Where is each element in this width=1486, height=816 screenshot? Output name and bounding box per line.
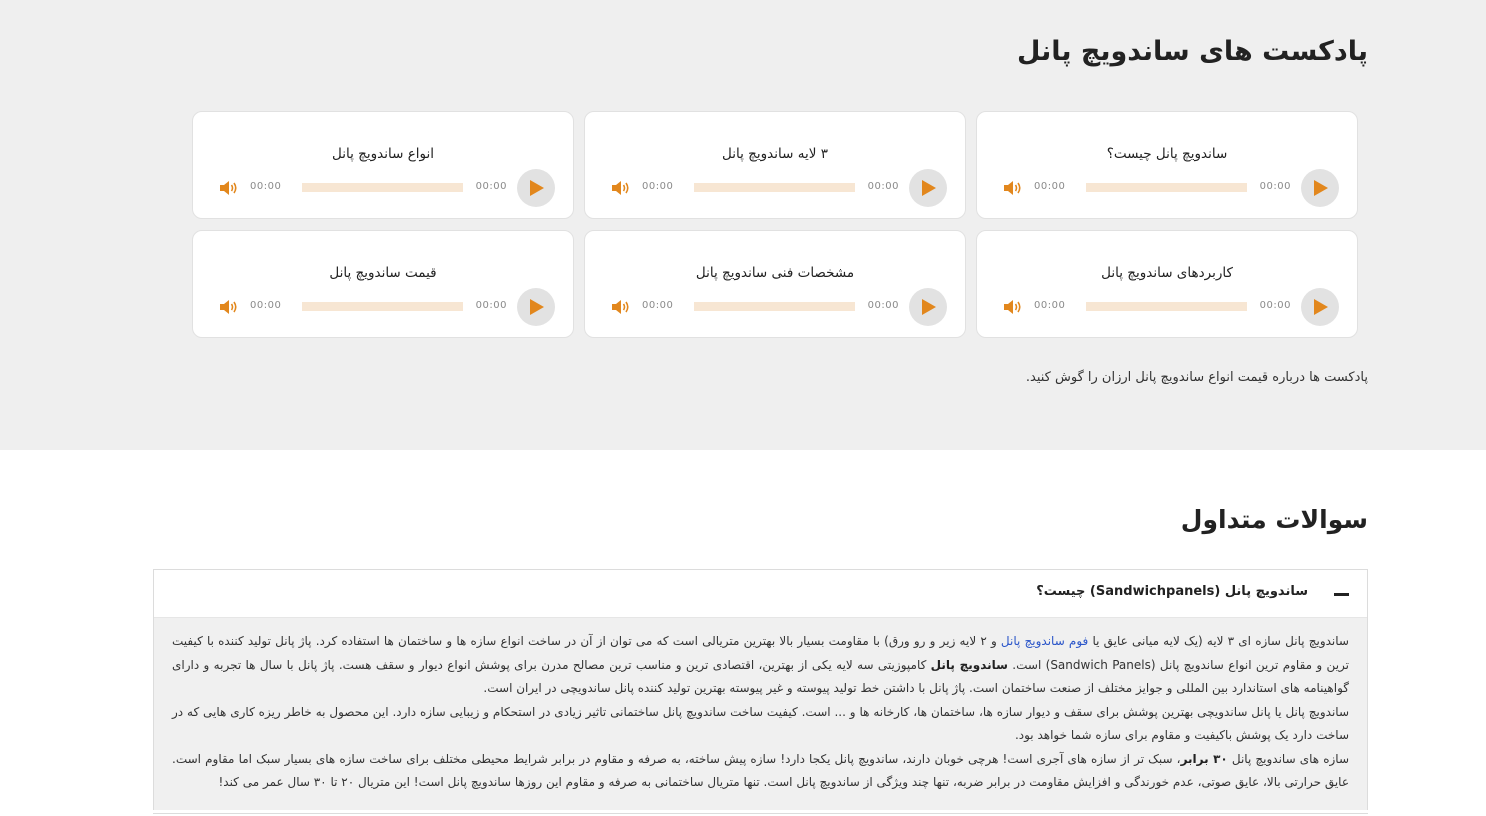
podcast-title: قیمت ساندویچ پانل: [329, 265, 437, 281]
podcast-card: [976, 230, 1358, 338]
current-time: 00:00: [1259, 181, 1291, 192]
play-icon: [1313, 299, 1328, 315]
volume-button[interactable]: [611, 180, 631, 196]
podcast-card: [192, 230, 574, 338]
duration: 00:00: [1034, 181, 1066, 192]
current-time: 00:00: [1259, 300, 1291, 311]
answer-bold-text: ساندویچ پانل: [930, 657, 1008, 672]
play-icon: [529, 299, 544, 315]
progress-bar[interactable]: [1086, 183, 1247, 192]
play-icon: [529, 180, 544, 196]
play-button[interactable]: [909, 288, 947, 326]
faq-item-header[interactable]: [154, 570, 1367, 618]
podcast-title: ساندویچ پانل چیست؟: [1106, 146, 1228, 162]
answer-text: و ۲ لایه زیر و رو ورق) با مقاومت بسیار بالا بهترین متریالی است که می توان از آن در ساخت انواع سازه ها و ساختمان ها استفاده کرد. پاژ پانل تولید کننده با کیفیت ترین و مقاوم ترین انواع ساندویچ پانل (Sandwich Panels) است.: [172, 634, 1349, 672]
play-button[interactable]: [517, 288, 555, 326]
current-time: 00:00: [475, 300, 507, 311]
faq-answer-paragraph: ساندویچ پانل یا پانل ساندویچی بهترین پوشش برای سقف و دیوار سازه ها، ساختمان ها، کارخانه ها و ... است. کیفیت ساخت ساندویچ پانل ساختمانی تاثیر زیادی در استحکام و زیبایی سازه دارد. این محصول به خاطر ریزه کاری هایی که در ساخت دارد یک پوشش باکیفیت و مقاوم برای سازه شما خواهد بود.: [172, 704, 1349, 742]
volume-icon: [219, 299, 239, 315]
duration: 00:00: [250, 181, 282, 192]
podcast-card: [584, 230, 966, 338]
volume-button[interactable]: [1003, 299, 1023, 315]
volume-icon: [1003, 180, 1023, 196]
podcast-card: [976, 111, 1358, 219]
progress-bar[interactable]: [1086, 302, 1247, 311]
faq-item: [153, 569, 1368, 810]
podcast-title: ۳ لایه ساندویچ پانل: [722, 146, 828, 162]
play-icon: [1313, 180, 1328, 196]
podcast-note: پادکست ها درباره قیمت انواع ساندویچ پانل ارزان را گوش کنید.: [1025, 370, 1368, 385]
current-time: 00:00: [867, 181, 899, 192]
volume-button[interactable]: [219, 299, 239, 315]
volume-icon: [1003, 299, 1023, 315]
podcast-card: [584, 111, 966, 219]
play-button[interactable]: [909, 169, 947, 207]
podcast-title: مشخصات فنی ساندویچ پانل: [695, 265, 855, 281]
volume-button[interactable]: [219, 180, 239, 196]
volume-icon: [219, 180, 239, 196]
volume-button[interactable]: [1003, 180, 1023, 196]
faq-answer-paragraph: [172, 748, 1349, 795]
duration: 00:00: [250, 300, 282, 311]
answer-text: سازه های ساندویچ پانل: [1227, 751, 1350, 766]
faq-answer-paragraph: [172, 630, 1349, 701]
duration: 00:00: [642, 300, 674, 311]
answer-text: ، سبک تر از سازه های آجری است! هرچی خوبان دارند، ساندویچ پانل یکجا دارد! سازه پیش ساخته، به صرفه و مقاوم در برابر شرایط محیطی مختلف برای ساخت سازه های بسیار سبک اما مقاوم است. عایق حرارتی بالا، عایق صوتی، عدم خورندگی و افزایش مقاومت در برابر ضربه، تنها چند ویژگی از ساندویچ پانل است. تنها متریال ساختمانی به صرفه و مقاوم این روزها ساندویچ پانل است! این متریال ۲۰ تا ۳۰ سال عمر می کند!: [172, 751, 1349, 789]
current-time: 00:00: [475, 181, 507, 192]
faq-next-item-edge: [153, 813, 1368, 814]
play-button[interactable]: [1301, 169, 1339, 207]
faq-section-title: سوالات متداول: [1180, 505, 1368, 534]
podcast-section-title: پادکست های ساندویچ پانل: [1016, 36, 1368, 67]
play-icon: [921, 299, 936, 315]
answer-bold-text: ۳۰ برابر: [1180, 751, 1228, 766]
duration: 00:00: [642, 181, 674, 192]
answer-text: کامپوزیتی سه لایه یکی از بهترین، اقتصادی ترین و مناسب ترین مصالح مدرن برای پوشش انواع دیوار و سقف هست. پاژ پانل با سال ها تجربه و دارای گواهینامه های استاندارد بین المللی و جوایز مختلف از صنعت ساختمان است. پاژ پانل با داشتن خط تولید پیوسته و غیر پیوسته بهترین تولید کننده پانل ساندویچی در ایران است.: [172, 657, 1349, 695]
volume-icon: [611, 180, 631, 196]
podcast-title: کاربردهای ساندویچ پانل: [1101, 265, 1233, 281]
progress-bar[interactable]: [694, 183, 855, 192]
play-button[interactable]: [517, 169, 555, 207]
minus-icon[interactable]: [1334, 593, 1349, 596]
podcast-title: انواع ساندویچ پانل: [332, 146, 434, 162]
faq-question: ساندویچ پانل (Sandwichpanels) چیست؟: [1036, 584, 1308, 599]
podcast-card: [192, 111, 574, 219]
foam-link[interactable]: فوم ساندویچ پانل: [1000, 634, 1089, 648]
answer-text: ساندویچ پانل سازه ای ۳ لایه (یک لایه میانی عایق یا: [1088, 634, 1349, 648]
faq-answer: [154, 618, 1367, 810]
duration: 00:00: [1034, 300, 1066, 311]
current-time: 00:00: [867, 300, 899, 311]
play-icon: [921, 180, 936, 196]
volume-icon: [611, 299, 631, 315]
progress-bar[interactable]: [302, 183, 463, 192]
play-button[interactable]: [1301, 288, 1339, 326]
volume-button[interactable]: [611, 299, 631, 315]
progress-bar[interactable]: [694, 302, 855, 311]
progress-bar[interactable]: [302, 302, 463, 311]
